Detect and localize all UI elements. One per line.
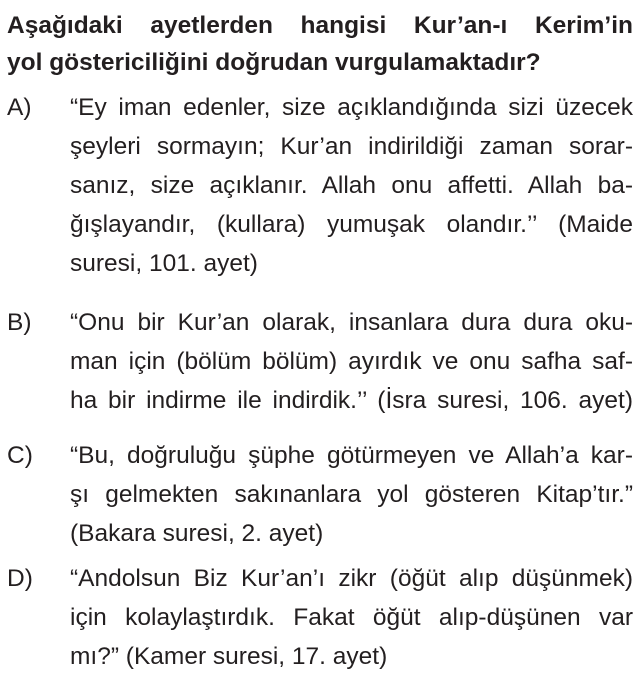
option-text [70,303,633,420]
option-line: için kolaylaştırdık. Fakat öğüt alıp-düşünen var [70,604,633,631]
option-line: “Andolsun Biz Kur’an’ı zikr (öğüt alıp düşünmek) [70,565,633,592]
question-line: Aşağıdaki ayetlerden hangisi Kur’an-ı Kerim’in [7,12,633,39]
option-line: suresi, 101. ayet) [70,250,258,277]
question-line: yol göstericiliğini doğrudan vurgulamaktadır? [7,49,541,76]
option-line: “Ey iman edenler, size açıklandığında sizi üzecek [70,94,633,121]
option-line: (Bakara suresi, 2. ayet) [70,520,324,547]
option-line: “Onu bir Kur’an olarak, insanlara dura dura oku- [70,309,633,336]
option-letter: A) [7,94,32,121]
option-line: sanız, size açıklanır. Allah onu affetti. Allah ba- [70,172,633,199]
option-line: şeyleri sormayın; Kur’an indirildiği zaman sorar- [70,133,633,160]
question-stem [7,7,633,81]
option-line: ğışlayandır, (kullara) yumuşak olandır.’’ (Maide [70,211,633,238]
option-line: ha bir indirme ile indirdik.’’ (İsra suresi, 106. ayet) [70,387,633,414]
option-line: şı gelmekten sakınanlara yol gösteren Kitap’tır.” [70,481,633,508]
option-text [70,559,633,676]
option-text [70,88,633,283]
option-text [70,436,633,553]
option-line: man için (bölüm bölüm) ayırdık ve onu safha saf- [70,348,633,375]
option-letter: D) [7,565,33,592]
option-line: mı?” (Kamer suresi, 17. ayet) [70,643,388,670]
option-letter: C) [7,442,33,469]
option-line: “Bu, doğruluğu şüphe götürmeyen ve Allah’a kar- [70,442,633,469]
option-letter: B) [7,309,32,336]
